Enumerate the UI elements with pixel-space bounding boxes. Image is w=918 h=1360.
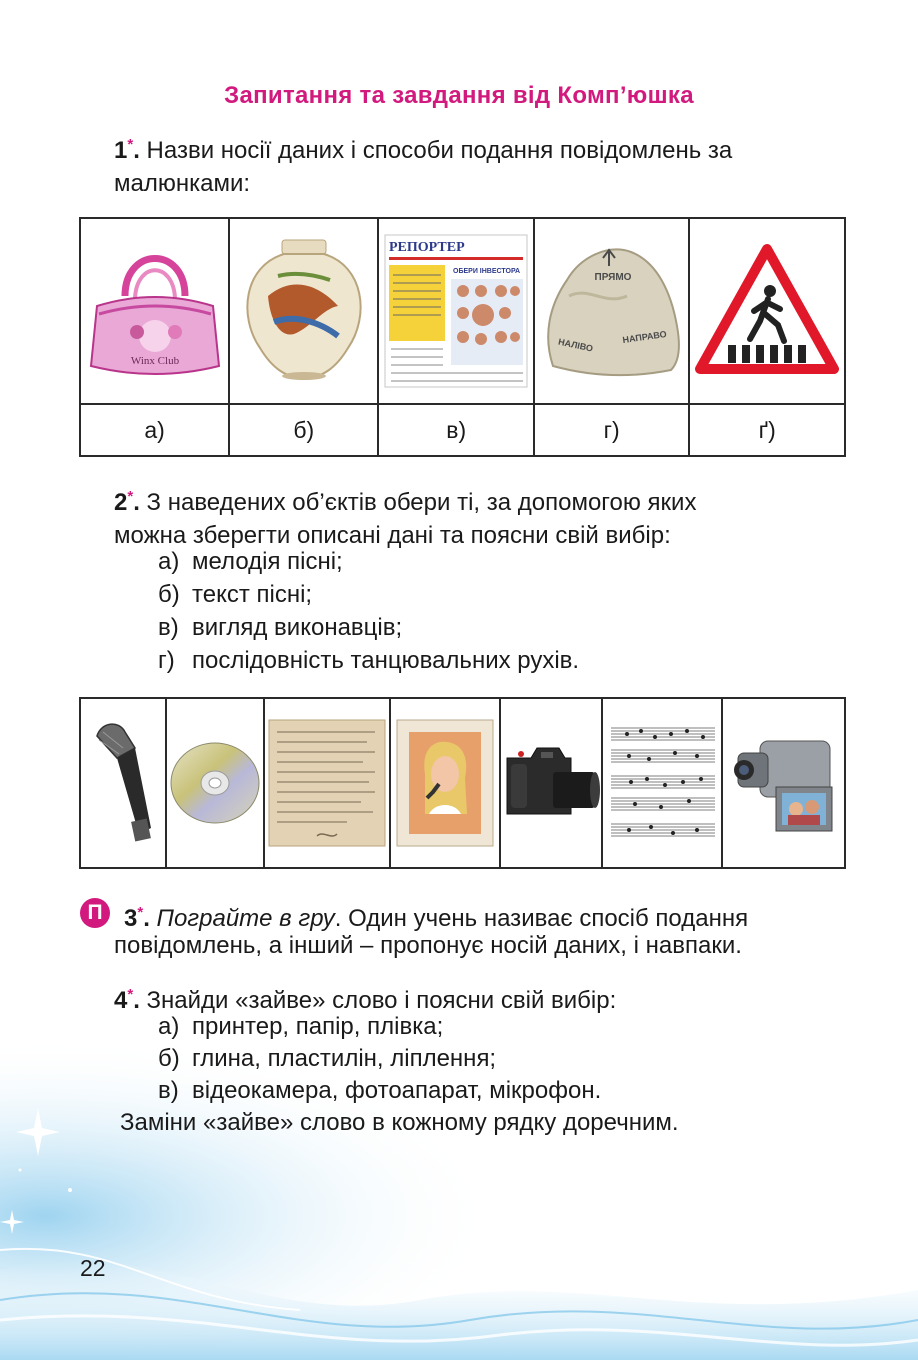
sheet-music-cell — [602, 698, 722, 868]
task-2-option-c: в) вигляд виконавців; — [158, 614, 403, 641]
page-number: 22 — [80, 1255, 106, 1281]
task-number: 2 — [114, 489, 128, 516]
task-4-text: 4*. Знайди «зайве» слово і поясни свій вибір: — [114, 986, 617, 1014]
difficulty-star-icon: * — [127, 488, 134, 505]
svg-text:ОБЕРИ ІНВЕСТОРА: ОБЕРИ ІНВЕСТОРА — [453, 268, 521, 275]
newspaper-icon — [383, 233, 529, 389]
pedestrian-sign-icon — [694, 241, 840, 381]
svg-text:НАПРАВО: НАПРАВО — [621, 328, 667, 346]
photo-frame-icon — [395, 718, 495, 848]
sheet-music-icon — [605, 718, 719, 848]
pair-work-badge: П — [80, 898, 110, 928]
image-label: ґ) — [689, 404, 845, 456]
microphone-cell — [80, 698, 166, 868]
camera-icon — [501, 738, 601, 828]
task-2-option-a: а) мелодія пісні; — [158, 548, 343, 575]
task-number: 1 — [114, 137, 128, 164]
task-4-option-c: в) відеокамера, фотоапарат, мікрофон. — [158, 1077, 602, 1104]
handbag-cell — [80, 218, 229, 404]
task-2-image-table — [79, 697, 846, 869]
image-label: а) — [80, 404, 229, 456]
microphone-icon — [83, 718, 163, 848]
task-4-option-b: б) глина, пластилін, ліплення; — [158, 1045, 497, 1072]
stone-cell — [534, 218, 690, 404]
image-label: б) — [229, 404, 378, 456]
difficulty-star-icon: * — [127, 986, 134, 1003]
section-title: Запитання та завдання від Комп’юшка — [224, 82, 694, 109]
photo-frame-cell — [390, 698, 500, 868]
difficulty-star-icon: * — [127, 136, 134, 153]
task-2-text: 2*. З наведених об’єктів обери ті, за допомогою яких можна зберегти описані дані та поясни свій вибір: — [114, 488, 697, 549]
vase-cell — [229, 218, 378, 404]
vase-icon — [234, 236, 374, 386]
handbag-icon — [85, 236, 225, 386]
task-number: 4 — [114, 987, 128, 1014]
svg-text:ПРЯМО: ПРЯМО — [594, 272, 632, 283]
letter-paper-icon — [267, 718, 387, 848]
task-2-option-d: г) послідовність танцювальних рухів. — [158, 647, 580, 674]
svg-text:РЕПОРТЕР: РЕПОРТЕР — [389, 240, 465, 255]
camera-cell — [500, 698, 602, 868]
videocamera-icon — [732, 723, 836, 843]
cd-cell — [166, 698, 264, 868]
svg-text:Winx Club: Winx Club — [130, 355, 179, 367]
task-1-text: 1*. Назви носії даних і способи подання повідомлень за малюнками: — [114, 136, 733, 197]
task-3-text: 3*. Пограйте в гру. Один учень називає спосіб подання — [124, 904, 749, 932]
task-3-text-line2: повідомлень, а інший – пропонує носій даних, і навпаки. — [114, 932, 742, 959]
road-sign-cell — [689, 218, 845, 404]
videocamera-cell — [722, 698, 845, 868]
task-4-closing: Заміни «зайве» слово в кожному рядку доречним. — [120, 1109, 679, 1136]
image-label: в) — [378, 404, 534, 456]
newspaper-cell — [378, 218, 534, 404]
task-1-image-table — [79, 217, 846, 457]
task-4-option-a: а) принтер, папір, плівка; — [158, 1013, 444, 1040]
image-label: г) — [534, 404, 690, 456]
letter-cell — [264, 698, 390, 868]
difficulty-star-icon: * — [137, 904, 144, 921]
task-2-option-b: б) текст пісні; — [158, 581, 313, 608]
svg-text:НАЛІВО: НАЛІВО — [557, 336, 594, 354]
task-number: 3 — [124, 905, 138, 932]
cd-disc-icon — [167, 735, 263, 831]
signpost-stone-icon — [539, 236, 685, 386]
